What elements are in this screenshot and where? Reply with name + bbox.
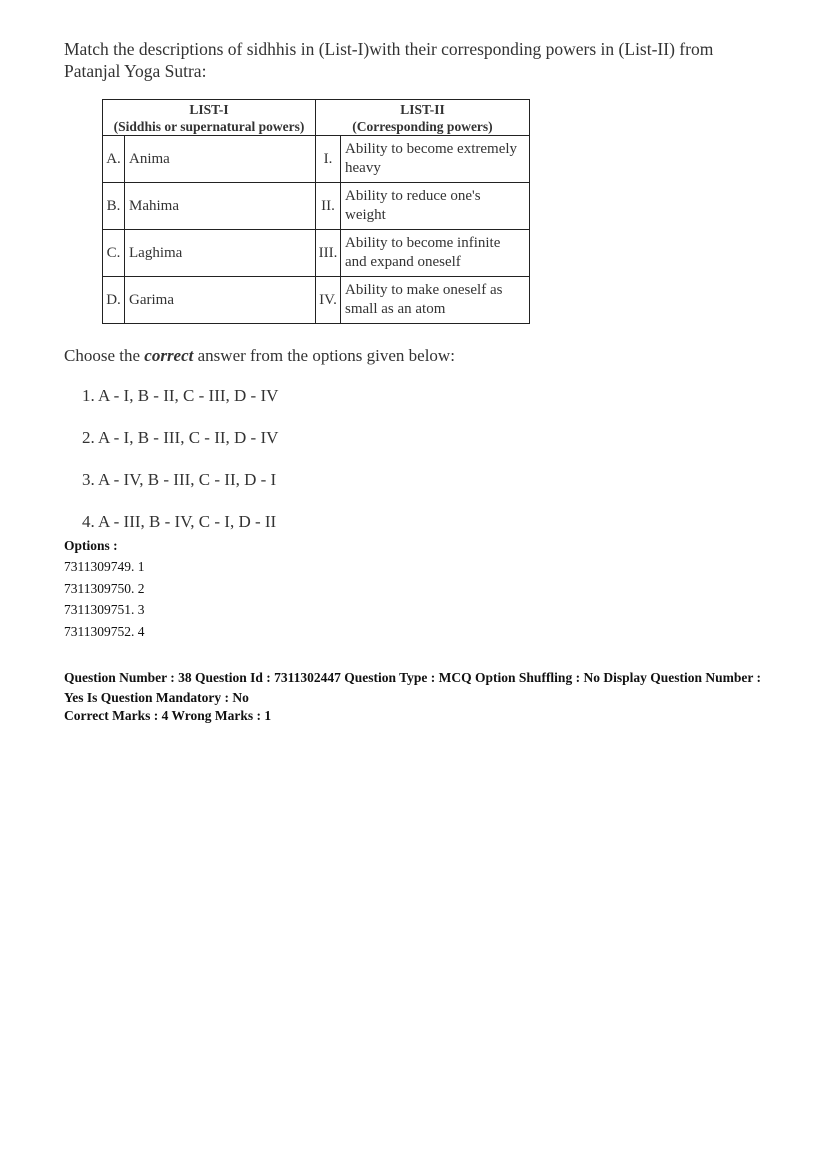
row-item: Garima [125, 277, 316, 324]
choose-instruction [64, 346, 455, 366]
options-label: Options : [64, 538, 118, 553]
row-desc: Ability to make oneself as small as an atom [341, 277, 530, 324]
list2-header [316, 100, 530, 136]
row-numeral: IV. [316, 277, 341, 324]
answer-choice-1: 1. A - I, B - II, C - III, D - IV [82, 386, 279, 405]
row-numeral: III. [316, 230, 341, 277]
row-item: Laghima [125, 230, 316, 277]
row-item: Mahima [125, 183, 316, 230]
question-metadata: Question Number : 38 Question Id : 7311302447 Question Type : MCQ Option Shuffling : No Display Question Number : Yes Is Question Mandatory : No [64, 670, 761, 705]
choose-suffix: answer from the options given below: [193, 346, 455, 365]
answer-choice-3: 3. A - IV, B - III, C - II, D - I [82, 470, 277, 489]
row-desc: Ability to reduce one's weight [341, 183, 530, 230]
row-letter: A. [103, 136, 125, 183]
list1-header [103, 100, 316, 136]
list1-title: LIST-I [189, 101, 229, 117]
option-id: 7311309750. 2 [64, 580, 145, 596]
table-row [103, 183, 530, 230]
answer-choice-4: 4. A - III, B - IV, C - I, D - II [82, 512, 277, 531]
row-letter: C. [103, 230, 125, 277]
option-id-list [64, 556, 145, 642]
row-letter: D. [103, 277, 125, 324]
option-id: 7311309752. 4 [64, 623, 145, 639]
list1-subtitle: (Siddhis or supernatural powers) [113, 118, 305, 134]
row-item: Anima [125, 136, 316, 183]
row-desc: Ability to become infinite and expand oneself [341, 230, 530, 277]
list2-subtitle: (Corresponding powers) [352, 118, 493, 134]
option-id: 7311309749. 1 [64, 559, 145, 574]
match-table [102, 99, 530, 324]
row-numeral: II. [316, 183, 341, 230]
marks-metadata: Correct Marks : 4 Wrong Marks : 1 [64, 708, 272, 723]
answer-choice-2: 2. A - I, B - III, C - II, D - IV [82, 428, 279, 447]
option-id: 7311309751. 3 [64, 602, 145, 617]
list2-title: LIST-II [400, 101, 445, 117]
answer-choices [82, 384, 278, 552]
row-letter: B. [103, 183, 125, 230]
row-numeral: I. [316, 136, 341, 183]
row-desc: Ability to become extremely heavy [341, 136, 530, 183]
choose-prefix: Choose the [64, 346, 145, 365]
table-header-row [103, 100, 530, 136]
choose-emphasis: correct [144, 346, 194, 365]
table-row [103, 136, 530, 183]
question-text: Match the descriptions of sidhhis in (List-I)with their corresponding powers in (List-II) from Patanjal Yoga Sutra: [64, 39, 714, 81]
table-row [103, 230, 530, 277]
table-row [103, 277, 530, 324]
